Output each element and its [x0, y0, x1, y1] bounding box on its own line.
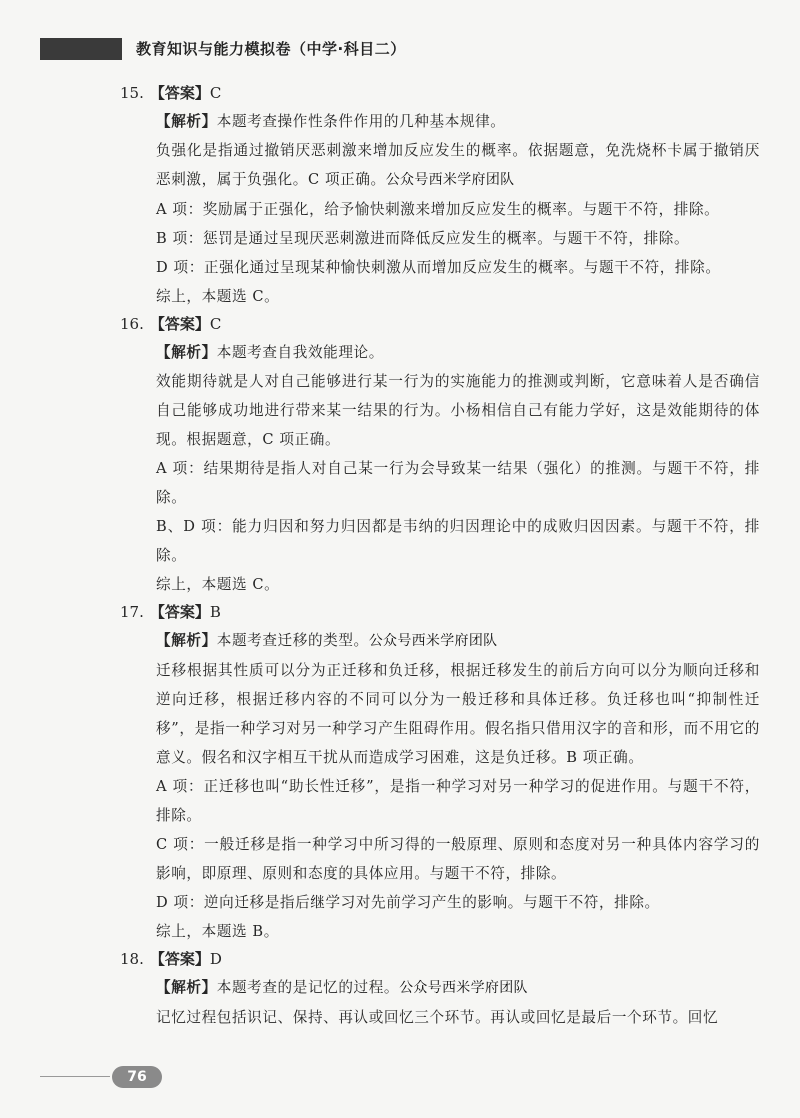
watermark: 公众号西米学府团队: [368, 633, 498, 649]
analysis-paragraph: A 项：奖励属于正强化，给予愉快刺激来增加反应发生的概率。与题干不符，排除。: [156, 201, 720, 218]
answer-line: [120, 311, 760, 338]
analysis-tag: 【解析】: [156, 632, 217, 649]
analysis-paragraph: 负强化是指通过撤销厌恶刺激来增加反应发生的概率。依据题意，免洗烧杯卡属于撤销厌恶刺激，属于负强化。C 项正确。公众号西米学府团队: [156, 142, 760, 188]
watermark: 公众号西米学府团队: [399, 980, 528, 996]
answer-tag: 【答案】: [149, 84, 210, 102]
analysis-line: [120, 973, 760, 1003]
answer-line: [120, 599, 760, 626]
analysis-paragraph: D 项：逆向迁移是指后继学习对先前学习产生的影响。与题干不符，排除。: [156, 894, 660, 911]
question-number: 18.: [120, 950, 144, 968]
analysis-paragraph: A 项：正迁移也叫“助长性迁移”，是指一种学习对另一种学习的促进作用。与题干不符，排除。: [156, 778, 760, 824]
header-decor-bar: [40, 38, 122, 60]
analysis-paragraph: 迁移根据其性质可以分为正迁移和负迁移，根据迁移发生的前后方向可以分为顺向迁移和逆向迁移，根据迁移内容的不同可以分为一般迁移和具体迁移。负迁移也叫“抑制性迁移”，是指一种学习对另一种学习产生阻碍作用。假名指只借用汉字的音和形，而不用它的意义。假名和汉字相互干扰从而造成学习困难，这是负迁移。B 项正确。: [156, 662, 760, 766]
analysis-line: [120, 107, 760, 136]
answer-tag: 【答案】: [149, 950, 210, 968]
footer-rule: [40, 1076, 110, 1077]
analysis-paragraph: 效能期待就是人对自己能够进行某一行为的实施能力的推测或判断，它意味着人是否确信自己能够成功地进行带来某一结果的行为。小杨相信自己有能力学好，这是效能期待的体现。根据题意，C 项正确。: [156, 373, 760, 448]
answer-tag: 【答案】: [149, 603, 210, 621]
answer-value: D: [209, 950, 222, 968]
answer-line: [120, 80, 760, 107]
answer-tag: 【答案】: [149, 315, 210, 333]
analysis-paragraph: D 项：正强化通过呈现某种愉快刺激从而增加反应发生的概率。与题干不符，排除。: [156, 259, 721, 276]
analysis-paragraph: 综上，本题选 B。: [156, 923, 279, 940]
analysis-title: 本题考查自我效能理论。: [216, 344, 384, 361]
page-number-badge: 76: [112, 1066, 162, 1088]
answer-value: C: [209, 315, 222, 333]
analysis-paragraph: A 项：结果期待是指人对自己某一行为会导致某一结果（强化）的推测。与题干不符，排除。: [156, 460, 760, 506]
question-16: [120, 311, 760, 599]
analysis-tag: 【解析】: [156, 344, 217, 361]
analysis-paragraph: B、D 项：能力归因和努力归因都是韦纳的归因理论中的成败归因因素。与题干不符，排除。: [156, 518, 760, 564]
analysis-paragraph: 记忆过程包括识记、保持、再认或回忆三个环节。再认或回忆是最后一个环节。回忆: [156, 1009, 719, 1026]
question-18: [120, 946, 760, 1032]
analysis-paragraph: C 项：一般迁移是指一种学习中所习得的一般原理、原则和态度对另一种具体内容学习的影响，即原理、原则和态度的具体应用。与题干不符，排除。: [156, 836, 760, 882]
analysis-tag: 【解析】: [156, 979, 217, 996]
question-17: [120, 599, 760, 946]
answer-content: [120, 80, 760, 1032]
question-number: 16.: [120, 315, 144, 333]
question-number: 17.: [120, 603, 144, 621]
analysis-paragraph: B 项：惩罚是通过呈现厌恶刺激进而降低反应发生的概率。与题干不符，排除。: [156, 230, 690, 247]
analysis-title: 本题考查迁移的类型。: [216, 632, 369, 649]
watermark: 公众号西米学府团队: [385, 172, 515, 188]
question-15: [120, 80, 760, 311]
analysis-paragraph: 综上，本题选 C。: [156, 576, 280, 593]
page-header-title: 教育知识与能力模拟卷（中学·科目二）: [136, 40, 406, 58]
analysis-paragraph: 综上，本题选 C。: [156, 288, 280, 305]
answer-value: C: [209, 84, 222, 102]
question-number: 15.: [120, 84, 144, 102]
answer-line: [120, 946, 760, 973]
analysis-tag: 【解析】: [156, 113, 217, 130]
answer-value: B: [209, 603, 221, 621]
analysis-line: [120, 338, 760, 367]
analysis-title: 本题考查操作性条件作用的几种基本规律。: [216, 113, 506, 130]
analysis-line: [120, 626, 760, 656]
analysis-title: 本题考查的是记忆的过程。: [216, 979, 400, 996]
